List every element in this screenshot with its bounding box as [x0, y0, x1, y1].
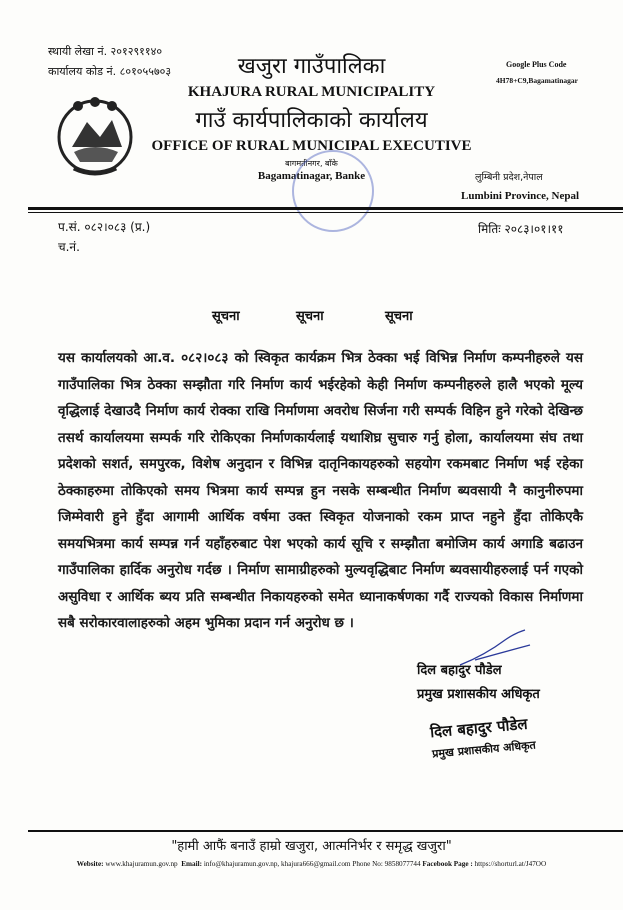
facebook-link[interactable]: https://shorturl.at/J47OO	[474, 860, 547, 868]
municipality-name-np: खजुरा गाउँपालिका	[237, 54, 386, 79]
phone-label: Phone No:	[352, 860, 383, 868]
office-name-en: OFFICE OF RURAL MUNICIPAL EXECUTIVE	[151, 138, 472, 154]
header-divider	[28, 207, 623, 210]
email-label: Email:	[181, 860, 203, 868]
signatory-title: प्रमुख प्रशासकीय अधिकृत	[417, 687, 540, 702]
municipality-name-en: KHAJURA RURAL MUNICIPALITY	[187, 84, 436, 100]
address-en: Bagamatinagar, Banke	[257, 170, 366, 182]
website-label: Website:	[76, 860, 104, 868]
reference-number: प.सं. ०८२।०८३ (प्र.)	[58, 220, 151, 234]
plus-code: 4H78+C9,Bagamatinagar	[496, 76, 578, 85]
notice-heading-2: सूचना	[296, 309, 324, 324]
facebook-label: Facebook Page :	[422, 860, 473, 868]
name-stamp: दिल बहादुर पौडेल	[429, 714, 529, 742]
plus-code-label: Google Plus Code	[506, 60, 567, 69]
header-divider-thin	[28, 212, 623, 213]
office-name-np: गाउँ कार्यपालिकाको कार्यालय	[195, 108, 428, 133]
email-link[interactable]: info@khajuramun.gov.np, khajura666@gmail.com	[203, 860, 351, 868]
notice-body: यस कार्यालयको आ.व. ०८२।०८३ को स्विकृत कार्यक्रम भित्र ठेक्का भई विभिन्न निर्माण कम्पनीहरुले यस गाउँपालिका भित्र ठेक्का सम्झौता गरि निर्माण कार्य भईरहेको केही निर्माण कम्पनीहरुले हालै भएको मूल्य वृद्धिलाई देखाउदै निर्माण कार्य रोक्का राखि निर्माणमा अवरोध सिर्जना गरी सम्पर्क विहिन हुने गरेको देखिन्छ तसर्थ कार्यालयमा सम्पर्क गरि रोकिएका निर्माणकार्यलाई यथाशिघ्र सुचारु गर्नु होला, कार्यालयमा संघ तथा प्रदेशको सशर्त, समपुरक, विशेष अनुदान र विभिन्न दातृनिकायहरुको सहयोग रकमबाट निर्माण भई रहेका ठेक्काहरुमा तोकिएको समय भित्रमा कार्य सम्पन्न हुन नसके सम्बन्धीत निर्माण ब्यवसायी नै कानुनीरुपमा जिम्मेवारी हुने हुँदा आगामी आर्थिक वर्षमा उक्त स्विकृत योजनाको रकम प्राप्त नहुने हुँदा तोकिएकै समयभित्रमा कार्य सम्पन्न गर्न यहाँहरुबाट पेश भएको कार्य सूचि र सम्झौता बमोजिम कार्य अगाडि बढाउन गाउँपालिका हार्दिक अनुरोध गर्दछ । निर्माण सामाग्रीहरुको मुल्यवृद्धिबाट निर्माण ब्यवसायीहरुलाई पर्न गएको असुविधा र आर्थिक ब्यय प्रति सम्बन्धीत निकायहरुको समेत ध्यानाकर्षणका गर्दै राज्यको विकास निर्माणमा सबै सरोकारवालाहरुको अहम भुमिका प्रदान गर्न अनुरोध छ ।	[58, 350, 583, 631]
office-code: कार्यालय कोड नं. ८०१०५५७०३	[48, 65, 172, 78]
footer-slogan: "हामी आफैं बनाउँ हाम्रो खजुरा, आत्मनिर्भर र समृद्ध खजुरा"	[171, 839, 452, 854]
notice-heading-1: सूचना	[212, 309, 240, 324]
province-np: लुम्बिनी प्रदेश,नेपाल	[475, 172, 543, 183]
province-en: Lumbini Province, Nepal	[461, 190, 580, 202]
letter-date: मितिः २०८३।०१।११	[478, 222, 564, 236]
footer-contact	[0, 860, 623, 868]
phone-number: 9858077744	[384, 860, 421, 868]
account-number: स्थायी लेखा नं. २०१२९११४०	[48, 45, 163, 58]
office-seal-stamp	[292, 150, 374, 232]
website-link[interactable]: www.khajuramun.gov.np	[105, 860, 178, 868]
footer-divider	[28, 830, 623, 832]
title-stamp: प्रमुख प्रशासकीय अधिकृत	[431, 738, 537, 761]
address-np: बागमतीनगर, बाँके	[285, 159, 338, 168]
dispatch-number: च.नं.	[58, 240, 80, 254]
signatory-name: दिल बहादुर पौडेल	[417, 663, 502, 678]
notice-heading-3: सूचना	[385, 309, 413, 324]
